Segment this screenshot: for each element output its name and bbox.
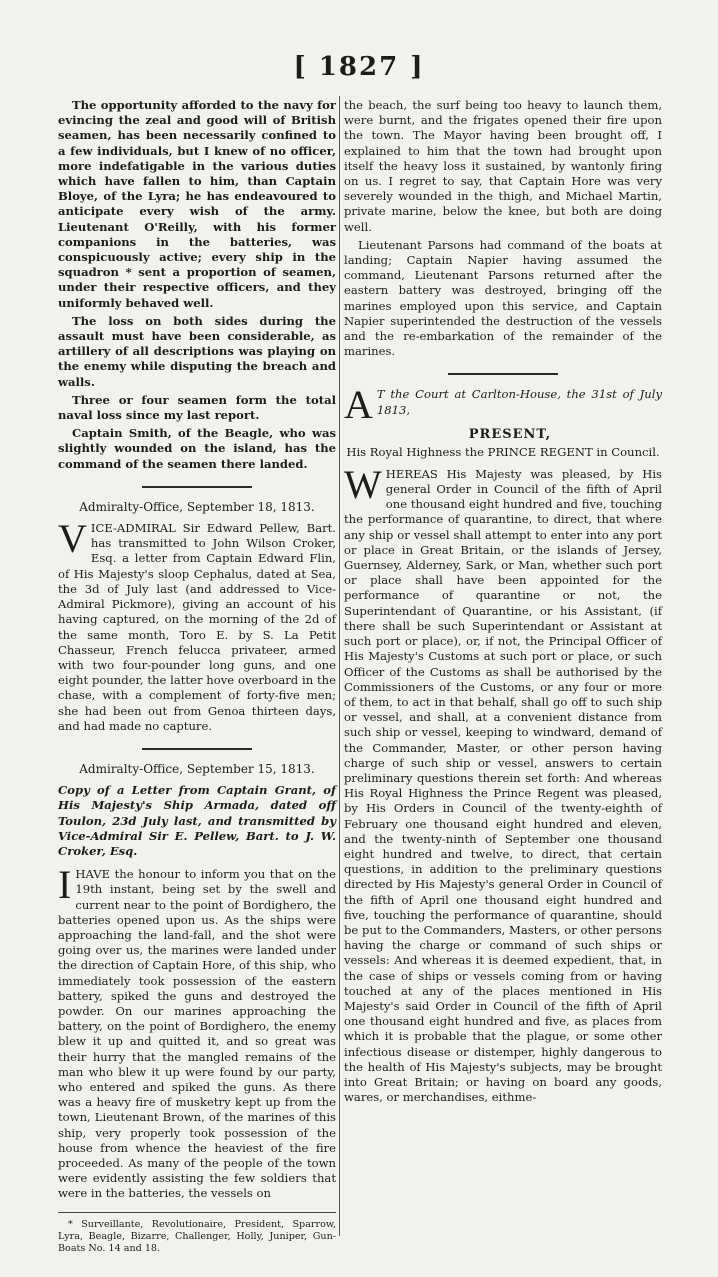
notice1-dropcap: V — [58, 516, 87, 562]
continued-paragraph-2: Lieutenant Parsons had command of the boats at landing; Captain Napier having assumed the command, Lieutenant Parsons returned after the eastern battery was destroyed, bringing off the marines employed upon this service, and Captain Napier superintended the destruction of the vessels and the re-embarkation of the remainder of the marines. — [344, 237, 662, 359]
notice1-text: ICE-ADMIRAL Sir Edward Pellew, Bart. has transmitted to John Wilson Croker, Esq. a letter from Captain Edward Flin, of His Majesty's sloop Cephalus, dated at Sea, the 3d of July last (and addressed to Vice-Admiral Pickmore), giving an account of his having captured, on the morning of the 2d of the same month, Toro E. by S. La Petit Chasseur, French felucca privateer, armed with two four-pounder long guns, and one eight pounder, the latter hove overboard in the chase, with a complement of forty-five men; she had been out from Genoa thirteen days, and had made no capture. — [58, 521, 336, 733]
page-number: [ 1827 ] — [293, 52, 425, 82]
present-label: PRESENT, — [468, 427, 552, 443]
notice1-heading: Admiralty-Office, September 18, 1813. — [79, 499, 315, 514]
notice2-dropcap: I — [58, 862, 72, 908]
column-divider — [339, 96, 340, 1236]
court-heading-text: T the Court at Carlton-House, the 31st of July 1813, — [376, 387, 662, 417]
intro-paragraph-1: The opportunity afforded to the navy for evincing the zeal and good will of British seamen, has been necessarily confined to a few individuals, but I knew of no officer, more indefatigable in the various duties which have fallen to him, than Captain Bloye, of the Lyra; he has endeavoured to anticipate every wish of the army. Lieutenant O'Reilly, with his former companions in the batteries, was conspicuously active; every ship in the squadron * sent a proportion of seamen, under their respective officers, and they uniformly behaved well. — [58, 98, 336, 310]
order-dropcap: W — [344, 461, 382, 507]
court-dropcap: A — [344, 382, 373, 428]
notice2-body — [58, 862, 336, 1201]
continued-paragraph-1: the beach, the surf being too heavy to launch them, were burnt, and the frigates opened their fire upon the town. The Mayor having been brought off, I explained to him that the town had brought upon itself the heavy loss it sustained, by wantonly firing on us. I regret to say, that Captain Hore was very severely wounded in the thigh, and Michael Martin, private marine, below the knee, but both are doing well. — [344, 98, 662, 234]
right-column — [344, 98, 662, 1108]
notice2-text: HAVE the honour to inform you that on the 19th instant, being set by the swell and current near to the point of Bordighero, the batteries opened upon us. As the ships were approaching the land-fall, and the shot were going over us, the marines were landed under the direction of Captain Hore, of this ship, who immediately took possession of the eastern battery, spiked the guns and destroyed the powder. On our marines approaching the battery, on the point of Bordighero, the enemy blew it up and quitted it, and so great was their hurry that the mangled remains of the man who blew it up were found by our party, who entered and spiked the guns. As there was a heavy fire of musketry kept up from the town, Lieutenant Brown, of the marines of this ship, very properly took possession of the house from whence the heaviest of the fire proceeded. As many of the people of the town were evidently assisting the few soldiers that were in the batteries, the vessels on — [58, 867, 336, 1201]
section-rule — [142, 486, 252, 488]
left-column — [58, 98, 336, 1258]
order-text: HEREAS His Majesty was pleased, by His general Order in Council of the fifth of April one thousand eight hundred and five, touching the performance of quarantine, to direct, that where any ship or vessel shall attempt to enter into any port or place in Great Britain, or the islands of Jersey, Guernsey, Alderney, Sark, or Man, whether such port or place shall have been appointed for the performance of quarantine or not, the Superintendant of Quarantine, or his Assistant, (if there shall be such Superintendant or Assistant at such port or place), or, if not, the Principal Officer of His Majesty's Customs at such port or place, or such Officer of the Customs as shall be authorised by the Commissioners of the Customs, or any four or more of them, to act in that behalf, shall go off to such ship or vessel, and shall, at a convenient distance from such ship or vessel, keeping to windward, demand of the Commander, Master, or other person having charge of such ship or vessel, answers to certain preliminary questions therein set forth: And whereas His Royal Highness the Prince Regent was pleased, by His Orders in Council of the twenty-eighth of February one thousand eight hundred and eleven, and the twenty-ninth of September one thousand eight hundred and twelve, to direct, that certain questions, in addition to the preliminary questions directed by His Majesty's general Order in Council of the fifth of April one thousand eight hundred and five, touching the performance of quarantine, should be put to the Commanders, Masters, or other persons having the charge or command of such ships or vessels: And whereas it is deemed expedient, that, in the case of ships or vessels coming from or having touched at any of the places mentioned in His Majesty's said Order in Council of the fifth of April one thousand eight hundred and five, as places from which it is probable that the plague, or some other infectious disease or distemper, highly dangerous to the health of His Majesty's subjects, may be brought into Great Britain; or having on board any goods, wares, or merchandises, eithme- — [344, 466, 662, 1105]
intro-paragraph-4: Captain Smith, of the Beagle, who was slightly wounded on the island, has the command of the seamen there landed. — [58, 426, 336, 471]
notice2-subheading: Copy of a Letter from Captain Grant, of His Majesty's Ship Armada, dated off Toulon, 23d July last, and transmitted by Vice-Admiral Sir E. Pellew, Bart. to J. W. Croker, Esq. — [58, 783, 336, 858]
order-body — [344, 461, 662, 1106]
footnote: * Surveillante, Revolutionaire, President, Sparrow, Lyra, Beagle, Bizarre, Challenger, Holly, Juniper, Gun-Boats No. 14 and 18. — [58, 1212, 336, 1255]
intro-section — [58, 98, 336, 472]
court-heading — [344, 382, 662, 428]
intro-paragraph-2: The loss on both sides during the assault must have been considerable, as artillery of all descriptions was playing on the enemy while disputing the breach and walls. — [58, 313, 336, 389]
section-rule — [142, 748, 252, 750]
present-sub: His Royal Highness the PRINCE REGENT in Council. — [346, 444, 660, 459]
notice2-heading: Admiralty-Office, September 15, 1813. — [79, 761, 315, 776]
notice1-body — [58, 516, 336, 734]
intro-paragraph-3: Three or four seamen form the total naval loss since my last report. — [58, 392, 336, 423]
section-rule — [448, 373, 558, 375]
